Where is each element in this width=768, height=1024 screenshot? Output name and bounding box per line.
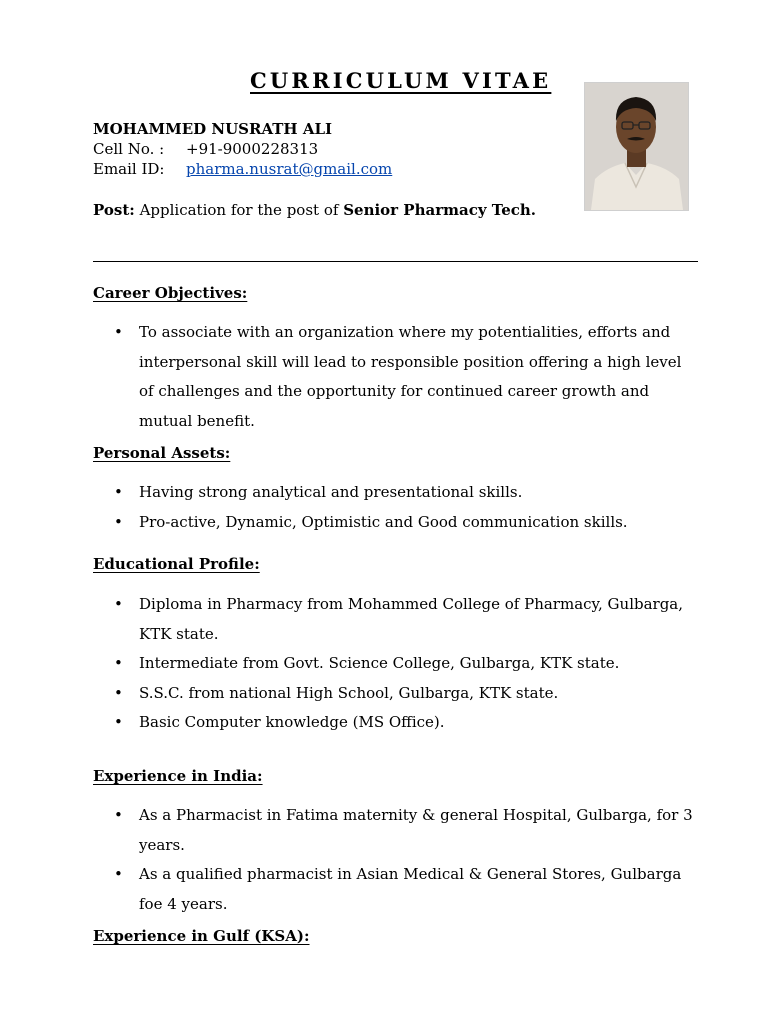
experience-india-list <box>93 801 698 919</box>
list-item: • Intermediate from Govt. Science College, Gulbarga, KTK state. <box>93 649 698 679</box>
post-position: Senior Pharmacy Tech. <box>343 201 537 219</box>
heading-experience-india: Experience in India: <box>93 767 263 785</box>
document-title: CURRICULUM VITAE <box>250 68 552 93</box>
personal-assets-list <box>93 478 698 537</box>
heading-educational-profile: Educational Profile: <box>93 555 260 573</box>
portrait-image <box>585 83 688 210</box>
heading-personal-assets: Personal Assets: <box>93 444 231 462</box>
email-link[interactable]: pharma.nusrat@gmail.com <box>186 160 393 178</box>
post-text: Application for the post of <box>139 201 339 219</box>
educational-profile-list <box>93 590 698 738</box>
post-line <box>93 201 536 219</box>
list-item: • To associate with an organization where my potentialities, efforts and interpersonal skill will lead to responsible position offering a high level of challenges and the opportunity for continued career growth and mutual benefit. <box>93 318 698 436</box>
email-row <box>93 160 392 178</box>
career-objectives-list <box>93 318 698 436</box>
list-item: • Having strong analytical and presentational skills. <box>93 478 698 508</box>
list-item: • As a Pharmacist in Fatima maternity & general Hospital, Gulbarga, for 3 years. <box>93 801 698 860</box>
heading-career-objectives: Career Objectives: <box>93 284 248 302</box>
applicant-photo <box>584 82 689 211</box>
email-label: Email ID: <box>93 160 165 178</box>
cell-value: +91-9000228313 <box>186 140 319 158</box>
header-divider <box>93 261 698 262</box>
list-item: • Basic Computer knowledge (MS Office). <box>93 708 698 738</box>
list-item: • As a qualified pharmacist in Asian Medical & General Stores, Gulbarga foe 4 years. <box>93 860 698 919</box>
list-item: • Diploma in Pharmacy from Mohammed College of Pharmacy, Gulbarga, KTK state. <box>93 590 698 649</box>
post-label: Post: <box>93 201 135 219</box>
applicant-name: MOHAMMED NUSRATH ALI <box>93 120 333 138</box>
cell-label: Cell No. : <box>93 140 165 158</box>
list-item: • Pro-active, Dynamic, Optimistic and Good communication skills. <box>93 508 698 538</box>
list-item: • S.S.C. from national High School, Gulbarga, KTK state. <box>93 679 698 709</box>
heading-experience-gulf: Experience in Gulf (KSA): <box>93 927 310 945</box>
cell-row <box>93 140 318 158</box>
